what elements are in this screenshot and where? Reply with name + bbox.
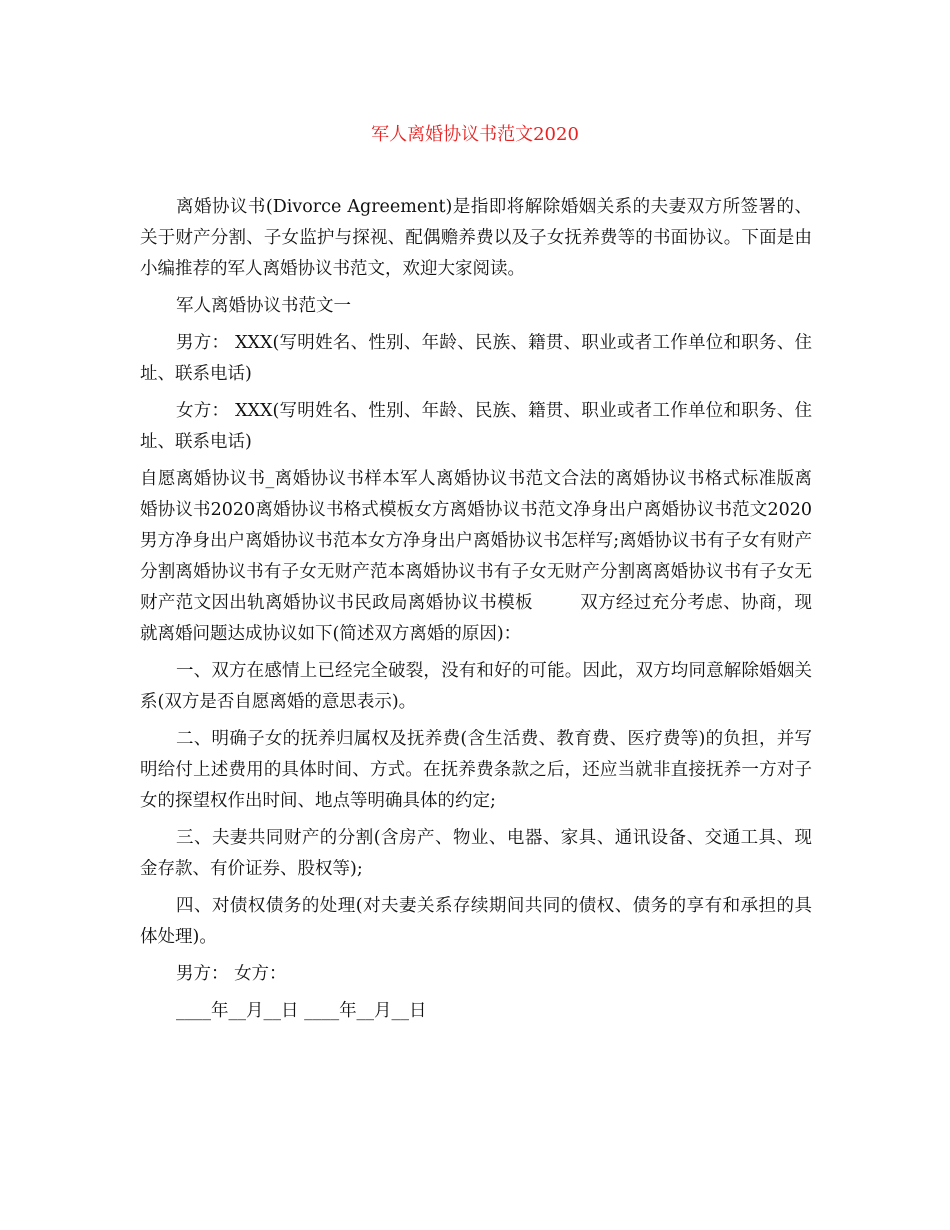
date-line: ____年__月__日 ____年__月__日 bbox=[176, 1001, 427, 1021]
intro-paragraph: 离婚协议书(Divorce Agreement)是指即将解除婚姻关系的夫妻双方所签署的、关于财产分割、子女监护与探视、配偶赡养费以及子女抚养费等的书面协议。下面是由小编推荐的军人离婚协议书范文，欢迎大家阅读。 bbox=[140, 197, 812, 279]
male-party-paragraph: 男方： XXX(写明姓名、性别、年龄、民族、籍贯、职业或者工作单位和职务、住址、联系电话) bbox=[140, 333, 812, 384]
keywords-paragraph: 自愿离婚协议书_离婚协议书样本军人离婚协议书范文合法的离婚协议书格式标准版离婚协议书2020离婚协议书格式模板女方离婚协议书范文净身出户离婚协议书范文2020男方净身出户离婚协议书范本女方净身出户离婚协议书怎样写;离婚协议书有子女有财产分割离婚协议书有子女无财产范本离婚协议书有子女无财产分割离离婚协议书有子女无财产范文因出轨离婚协议书民政局离婚协议书模板 双方经过充分考虑、协商，现就离婚问题达成协议如下(简述双方离婚的原因)： bbox=[140, 469, 812, 644]
clause-3: 三、夫妻共同财产的分割(含房产、物业、电器、家具、通讯设备、交通工具、现金存款、有价证券、股权等); bbox=[140, 828, 812, 879]
section-heading: 军人离婚协议书范文一 bbox=[176, 296, 351, 316]
clause-2: 二、明确子女的抚养归属权及抚养费(含生活费、教育费、医疗费等)的负担，并写明给付上述费用的具体时间、方式。在抚养费条款之后，还应当就非直接抚养一方对子女的探望权作出时间、地点等明确具体的约定; bbox=[140, 729, 812, 811]
clause-4: 四、对债权债务的处理(对夫妻关系存续期间共同的债权、债务的享有和承担的具体处理)。 bbox=[140, 896, 812, 947]
signature-line: 男方： 女方： bbox=[176, 964, 287, 984]
clause-1: 一、双方在感情上已经完全破裂，没有和好的可能。因此，双方均同意解除婚姻关系(双方是否自愿离婚的意思表示)。 bbox=[140, 661, 812, 712]
female-party-paragraph: 女方： XXX(写明姓名、性别、年龄、民族、籍贯、职业或者工作单位和职务、住址、联系电话) bbox=[140, 401, 812, 452]
document-body bbox=[140, 192, 812, 1033]
document-title: 军人离婚协议书范文2020 bbox=[371, 124, 579, 145]
